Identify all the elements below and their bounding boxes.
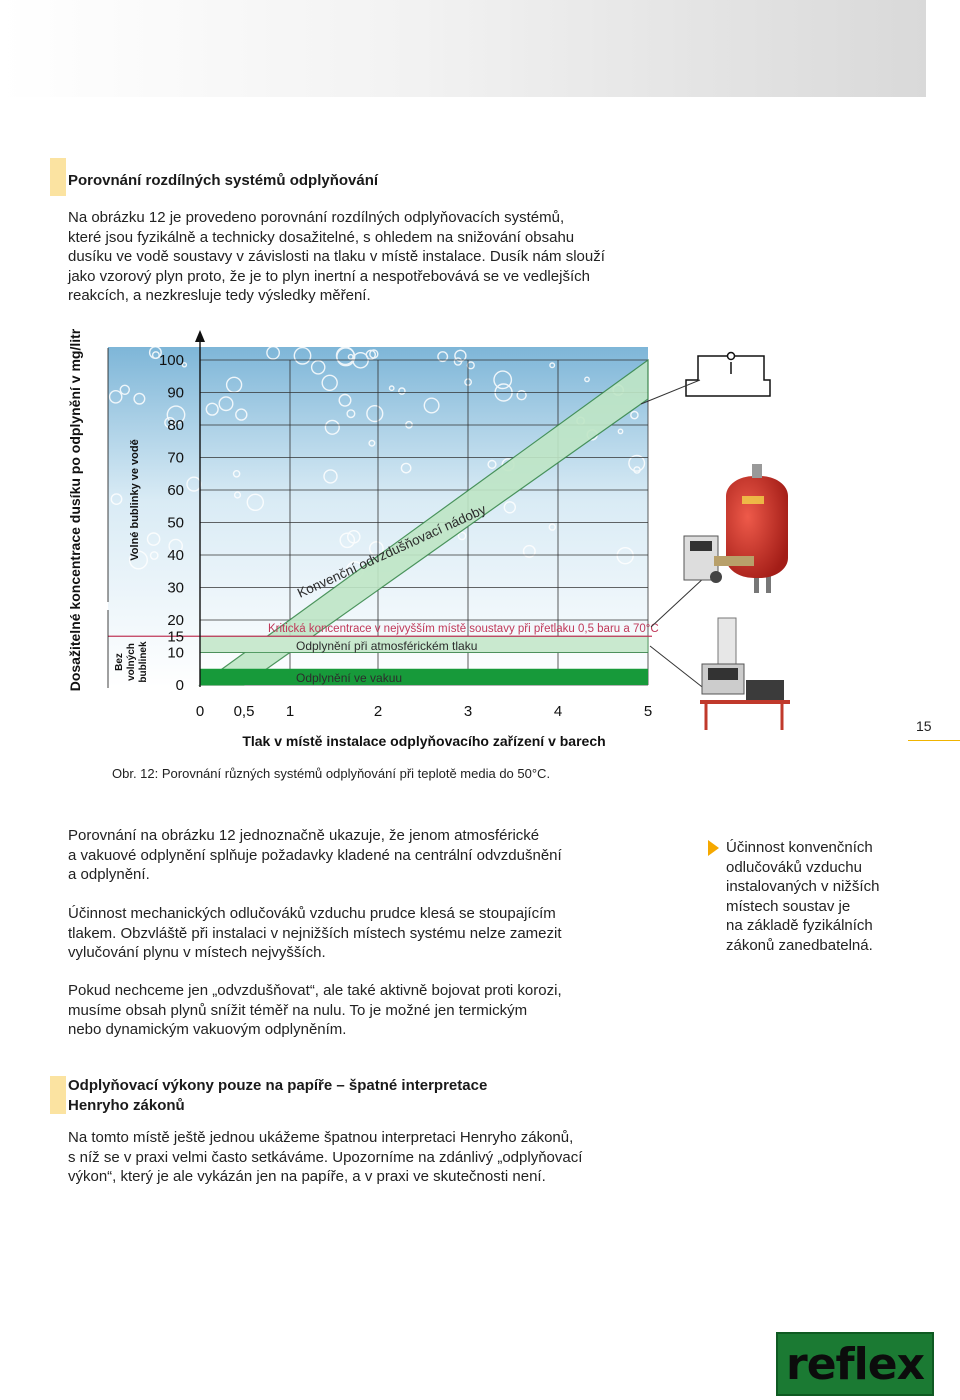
series-label-conventional: Konvenční odvzdušňovací nádoby bbox=[295, 501, 489, 601]
x-tick-label: 1 bbox=[285, 703, 295, 720]
y-axis-arrow-icon bbox=[195, 330, 205, 342]
y-tick-label: 90 bbox=[167, 384, 184, 402]
side-note: Účinnost konvenčních odlučováků vzduchu instalovaných v nižších místech soustav je na základě fyzikálních zákonů zanedbatelná. bbox=[726, 839, 880, 954]
y-tick-label: 15 bbox=[167, 628, 184, 646]
series-label-critical: Kritická koncentrace v nejvyšším místě soustavy při přetlaku 0,5 baru a 70°C bbox=[268, 623, 659, 635]
zone-label-no-bubbles: Bezvolnýchbublinek bbox=[114, 641, 149, 683]
reflex-logo: reflex bbox=[776, 1332, 934, 1396]
paragraph-corrosion: Pokud nechceme jen „odvzdušňovat“, ale také aktivně bojovat proti korozi, musíme obsah plynů snížit téměř na nulu. To je možné jen termickým nebo dynamickým vakuovým odplyněním. bbox=[68, 982, 562, 1039]
section-title-2-line2: Henryho zákonů bbox=[68, 1097, 185, 1114]
y-tick-label: 50 bbox=[167, 514, 184, 532]
x-tick-label: 4 bbox=[553, 703, 563, 720]
x-tick-label: 0,5 bbox=[233, 703, 255, 720]
paragraph-comparison: Porovnání na obrázku 12 jednoznačně ukazuje, že jenom atmosférické a vakuové odplynění splňuje požadavky kladené na centrální odvzdušnění a odplynění. bbox=[68, 827, 562, 884]
side-note-arrow-icon bbox=[708, 840, 719, 856]
zone-label-free-bubbles: Volné bublinky ve vodě bbox=[129, 439, 141, 561]
series-label-vacuum: Odplynění ve vakuu bbox=[296, 671, 403, 685]
y-tick-label: 30 bbox=[167, 579, 184, 597]
y-tick-label: 80 bbox=[167, 417, 184, 434]
y-tick-label: 40 bbox=[167, 547, 184, 564]
x-tick-label: 0 bbox=[195, 703, 205, 720]
paragraph-efficiency: Účinnost mechanických odlučováků vzduchu prudce klesá se stoupajícím tlakem. Obzvláště při instalaci v nejnižších místech systému nelze zamezit vylučování plynu v místech nejvyšších. bbox=[68, 905, 562, 962]
y-tick-label: 60 bbox=[167, 482, 184, 499]
y-tick-label: 10 bbox=[167, 644, 184, 662]
degassing-unit-illustration bbox=[700, 618, 790, 730]
x-tick-label: 2 bbox=[373, 703, 383, 720]
y-tick-label: 70 bbox=[167, 449, 184, 467]
y-tick-label: 100 bbox=[158, 352, 184, 369]
x-tick-label: 3 bbox=[463, 703, 473, 720]
page-number: 15 bbox=[916, 718, 932, 734]
vessel-outline-icon bbox=[686, 353, 770, 397]
page-number-rule bbox=[908, 740, 960, 741]
x-tick-labels bbox=[196, 703, 652, 720]
y-tick-label: 20 bbox=[167, 612, 184, 629]
y-axis-title: Dosažitelné koncentrace dusíku po odplynění v mg/litr bbox=[67, 328, 83, 692]
expansion-tank-illustration bbox=[726, 464, 788, 593]
figure-caption: Obr. 12: Porovnání různých systémů odplyňování při teplotě media do 50°C. bbox=[112, 766, 551, 781]
y-tick-label: 0 bbox=[175, 677, 184, 694]
vacuum-degassing-zone bbox=[200, 669, 648, 685]
pointer-lines bbox=[641, 380, 706, 690]
paragraph-henry: Na tomto místě ještě jednou ukážeme špatnou interpretaci Henryho zákonů, s níž se v praxi velmi často setkáváme. Upozorníme na zdánlivý „odplyňovací výkon“, který je ale vykázán jen na papíře, a v praxi ve skutečnosti není. bbox=[68, 1129, 583, 1186]
intro-paragraph: Na obrázku 12 je provedeno porovnání rozdílných odplyňovacích systémů, které jsou fyzikálně a technicky dosažitelné, s ohledem na snižování obsahu dusíku ve vodě soustavy v závislosti na tlaku v místě instalace. Dusík nám slouží jako vzorový plyn proto, že je to plyn inertní a nespotřebovává se ve vedlejších reakcích, a nezkresluje tedy výsledky měření. bbox=[68, 209, 605, 305]
series-label-atmospheric: Odplynění při atmosférickém tlaku bbox=[296, 639, 478, 653]
x-axis-title: Tlak v místě instalace odplyňovacího zařízení v barech bbox=[242, 733, 606, 749]
x-tick-label: 5 bbox=[643, 703, 653, 720]
section-title: Porovnání rozdílných systémů odplyňování bbox=[68, 172, 379, 189]
section-title-2-line1: Odplyňovací výkony pouze na papíře – špatné interpretace bbox=[68, 1077, 488, 1094]
heading-marker-2 bbox=[50, 1076, 66, 1114]
